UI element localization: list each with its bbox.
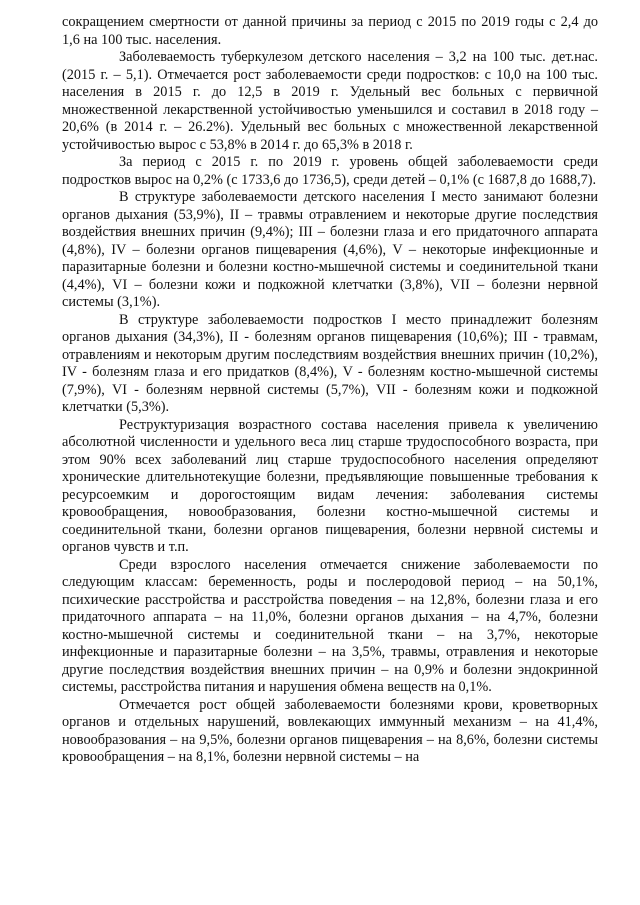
paragraph-3: За период с 2015 г. по 2019 г. уровень общей заболеваемости среди подростков вырос на 0,2% (с 1733,6 до 1736,5), среди детей – 0,1% (с 1687,8 до 1688,7). xyxy=(62,154,598,188)
paragraph-1: сокращением смертности от данной причины за период с 2015 по 2019 годы с 2,4 до 1,6 на 100 тыс. населения. xyxy=(62,14,598,48)
paragraph-8: Отмечается рост общей заболеваемости болезнями крови, кроветворных органов и отдельных нарушений, вовлекающих иммунный механизм – на 41,4%, новообразования – на 9,5%, болезни органов пищеварения – на 8,6%, болезни системы кровообращения – на 8,1%, болезни нервной системы – на xyxy=(62,696,598,765)
document-page xyxy=(62,14,598,767)
paragraph-7: Среди взрослого населения отмечается снижение заболеваемости по следующим классам: беременность, роды и послеродовой период – на 50,1%, психические расстройства и расстройства поведения – на 12,8%, болезни глаза и его придаточного аппарата – на 11,0%, болезни органов дыхания – на 4,7%, болезни костно-мышечной системы и соединительной ткани – на 3,7%, некоторые инфекционные и паразитарные болезни – на 3,5%, травмы, отравления и некоторые другие последствия воздействия внешних причин – на 0,9% и болезни эндокринной системы, расстройства питания и нарушения обмена веществ на 0,1%. xyxy=(62,556,598,695)
paragraph-6: Реструктуризация возрастного состава населения привела к увеличению абсолютной численности и удельного веса лиц старше трудоспособного возраста, при этом 90% всех заболеваний лиц старше трудоспособного населения определяют хронические длительнотекущие болезни, предъявляющие повышенные требования к ресурсоемким и дорогостоящим видам лечения: заболевания системы кровообращения, новообразования, болезни костно-мышечной системы и соединительной ткани, болезни органов пищеварения, болезни нервной системы и органов чувств и т.п. xyxy=(62,416,598,555)
paragraph-5: В структуре заболеваемости подростков I место принадлежит болезням органов дыхания (34,3%), II - болезням органов пищеварения (10,6%); III - травмам, отравлениям и некоторым другим последствиям воздействия внешних причин (10,2%), IV - болезням глаза и его придатков (8,4%), V - болезням костно-мышечной системы (7,9%), VI - болезням нервной системы (5,7%), VII - болезням кожи и подкожной клетчатки (5,3%). xyxy=(62,311,598,415)
paragraph-2: Заболеваемость туберкулезом детского населения – 3,2 на 100 тыс. дет.нас. (2015 г. – 5,1). Отмечается рост заболеваемости среди подростков: с 10,0 на 100 тыс. населения в 2015 г. до 12,5 в 2019 г. Удельный вес больных с первичной множественной лекарственной устойчивостью уменьшился и составил в 2018 году – 20,6% (в 2014 г. – 26.2%). Удельный вес больных с множественной лекарственной устойчивостью вырос с 53,8% в 2014 г. до 65,3% в 2018 г. xyxy=(62,49,598,153)
paragraph-4: В структуре заболеваемости детского населения I место занимают болезни органов дыхания (53,9%), II – травмы отравлением и некоторые другие последствия воздействия внешних причин (9,4%); III – болезни глаза и его придаточного аппарата (4,8%), IV – болезни органов пищеварения (4,6%), V – некоторые инфекционные и паразитарные болезни и болезни костно-мышечной системы и соединительной ткани (4,4%), VI – болезни кожи и подкожной клетчатки (3,8%), VII – болезни нервной системы (3,1%). xyxy=(62,189,598,310)
